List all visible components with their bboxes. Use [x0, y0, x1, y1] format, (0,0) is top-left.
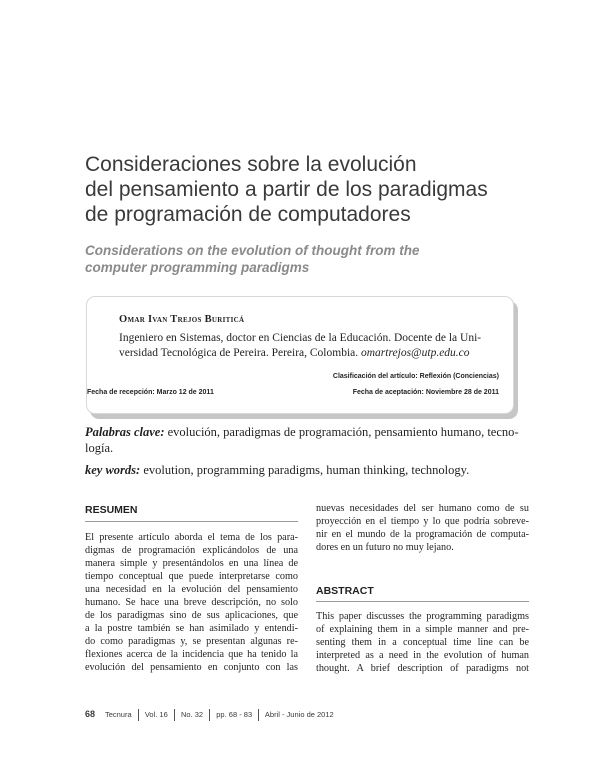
keywords-english-text: evolution, programming paradigms, human thinking, technology. — [143, 463, 470, 477]
keywords-spanish-line — [85, 424, 530, 440]
author-bio-line — [119, 346, 507, 361]
abstract-line: interpreted as a need in the evolution of human — [316, 650, 529, 661]
issue-date: Abril - Junio de 2012 — [264, 710, 334, 719]
resumen-heading: RESUMEN — [85, 504, 138, 516]
date-accepted: Fecha de aceptación: Noviembre 28 de 2011 — [352, 389, 499, 396]
footer-divider — [138, 709, 139, 721]
article-classification: Clasificación del artículo: Reflexión (Conciencias) — [332, 373, 499, 380]
abstract-line: of explaining them in a simple manner and pre- — [316, 624, 529, 635]
footer-divider — [258, 709, 259, 721]
page-footer — [85, 709, 334, 721]
resumen-line: nir en el mundo de la programación de computa- — [316, 529, 529, 540]
footer-divider — [209, 709, 210, 721]
abstract-rule — [316, 601, 529, 602]
resumen-line: tiempo conceptual que puede interpretarse como — [85, 571, 298, 582]
resumen-line: do como paradigmas y, se presentan algunas re- — [85, 636, 298, 647]
title-line: de programación de computadores — [85, 203, 411, 226]
keywords-spanish-label: Palabras clave: — [85, 425, 165, 439]
footer-divider — [174, 709, 175, 721]
journal-number: No. 32 — [180, 710, 204, 719]
subtitle-line: computer programming paradigms — [85, 260, 310, 275]
author-email[interactable]: omartrejos@utp.edu.co — [361, 347, 470, 359]
subtitle-line: Considerations on the evolution of thought from the — [85, 243, 420, 258]
keywords-english-label: key words: — [85, 463, 141, 477]
abstract-line: thought. A brief description of paradigms not — [316, 663, 529, 674]
author-info-box — [86, 296, 514, 414]
resumen-line: de los paradigmas sino de sus aplicaciones, que — [85, 610, 298, 621]
resumen-line: manera simple y presentándolos en una línea de — [85, 558, 298, 569]
resumen-line: una necesidad en la evolución del pensamiento — [85, 584, 298, 595]
resumen-line: proyección en el tiempo y lo que podría sobreve- — [316, 516, 529, 527]
abstract-line: senting them in a conceptual time line can be — [316, 637, 529, 648]
resumen-line: nuevas necesidades del ser humano como de su — [316, 503, 529, 514]
resumen-line: flexiones acerca de la incidencia que ha tenido la — [85, 649, 298, 660]
resumen-line: evolución del pensamiento en conjunto con las — [85, 662, 298, 673]
keywords-english — [85, 462, 530, 478]
article-title — [85, 152, 555, 227]
keywords-spanish — [85, 424, 530, 456]
resumen-line: digmas de programación explicándolos de una — [85, 545, 298, 556]
resumen-line: a la postre también se han asimilado y entendi- — [85, 623, 298, 634]
author-bio — [119, 331, 507, 361]
resumen-line: El presente artículo aborda el tema de los para- — [85, 532, 298, 543]
journal-name: Tecnura — [104, 710, 132, 719]
author-bio-line: Ingeniero en Sistemas, doctor en Ciencias de la Educación. Docente de la Uni- — [119, 332, 482, 344]
title-line: del pensamiento a partir de los paradigmas — [85, 178, 488, 201]
author-bio-text: versidad Tecnológica de Pereira. Pereira, Colombia. — [119, 347, 359, 359]
article-subtitle — [85, 242, 555, 276]
journal-volume: Vol. 16 — [144, 710, 168, 719]
page-range: pp. 68 - 83 — [216, 710, 253, 719]
resumen-body-left — [85, 531, 298, 674]
resumen-rule — [85, 521, 298, 522]
resumen-body-right — [316, 502, 529, 554]
abstract-heading: ABSTRACT — [316, 585, 374, 597]
author-name: Omar Ivan Trejos Buriticá — [119, 314, 245, 325]
title-line: Consideraciones sobre la evolución — [85, 153, 417, 176]
abstract-body — [316, 610, 529, 675]
page-number: 68 — [85, 709, 96, 719]
abstract-line: This paper discusses the programming paradigms — [316, 611, 529, 622]
resumen-line: dores en un futuro no muy lejano. — [316, 542, 454, 553]
date-received: Fecha de recepción: Marzo 12 de 2011 — [87, 389, 214, 396]
resumen-line: humano. Se hace una breve descripción, no solo — [85, 597, 298, 608]
keywords-spanish-text: evolución, paradigmas de programación, pensamiento humano, tecno- — [167, 425, 519, 439]
keywords-spanish-line: logía. — [85, 441, 114, 455]
